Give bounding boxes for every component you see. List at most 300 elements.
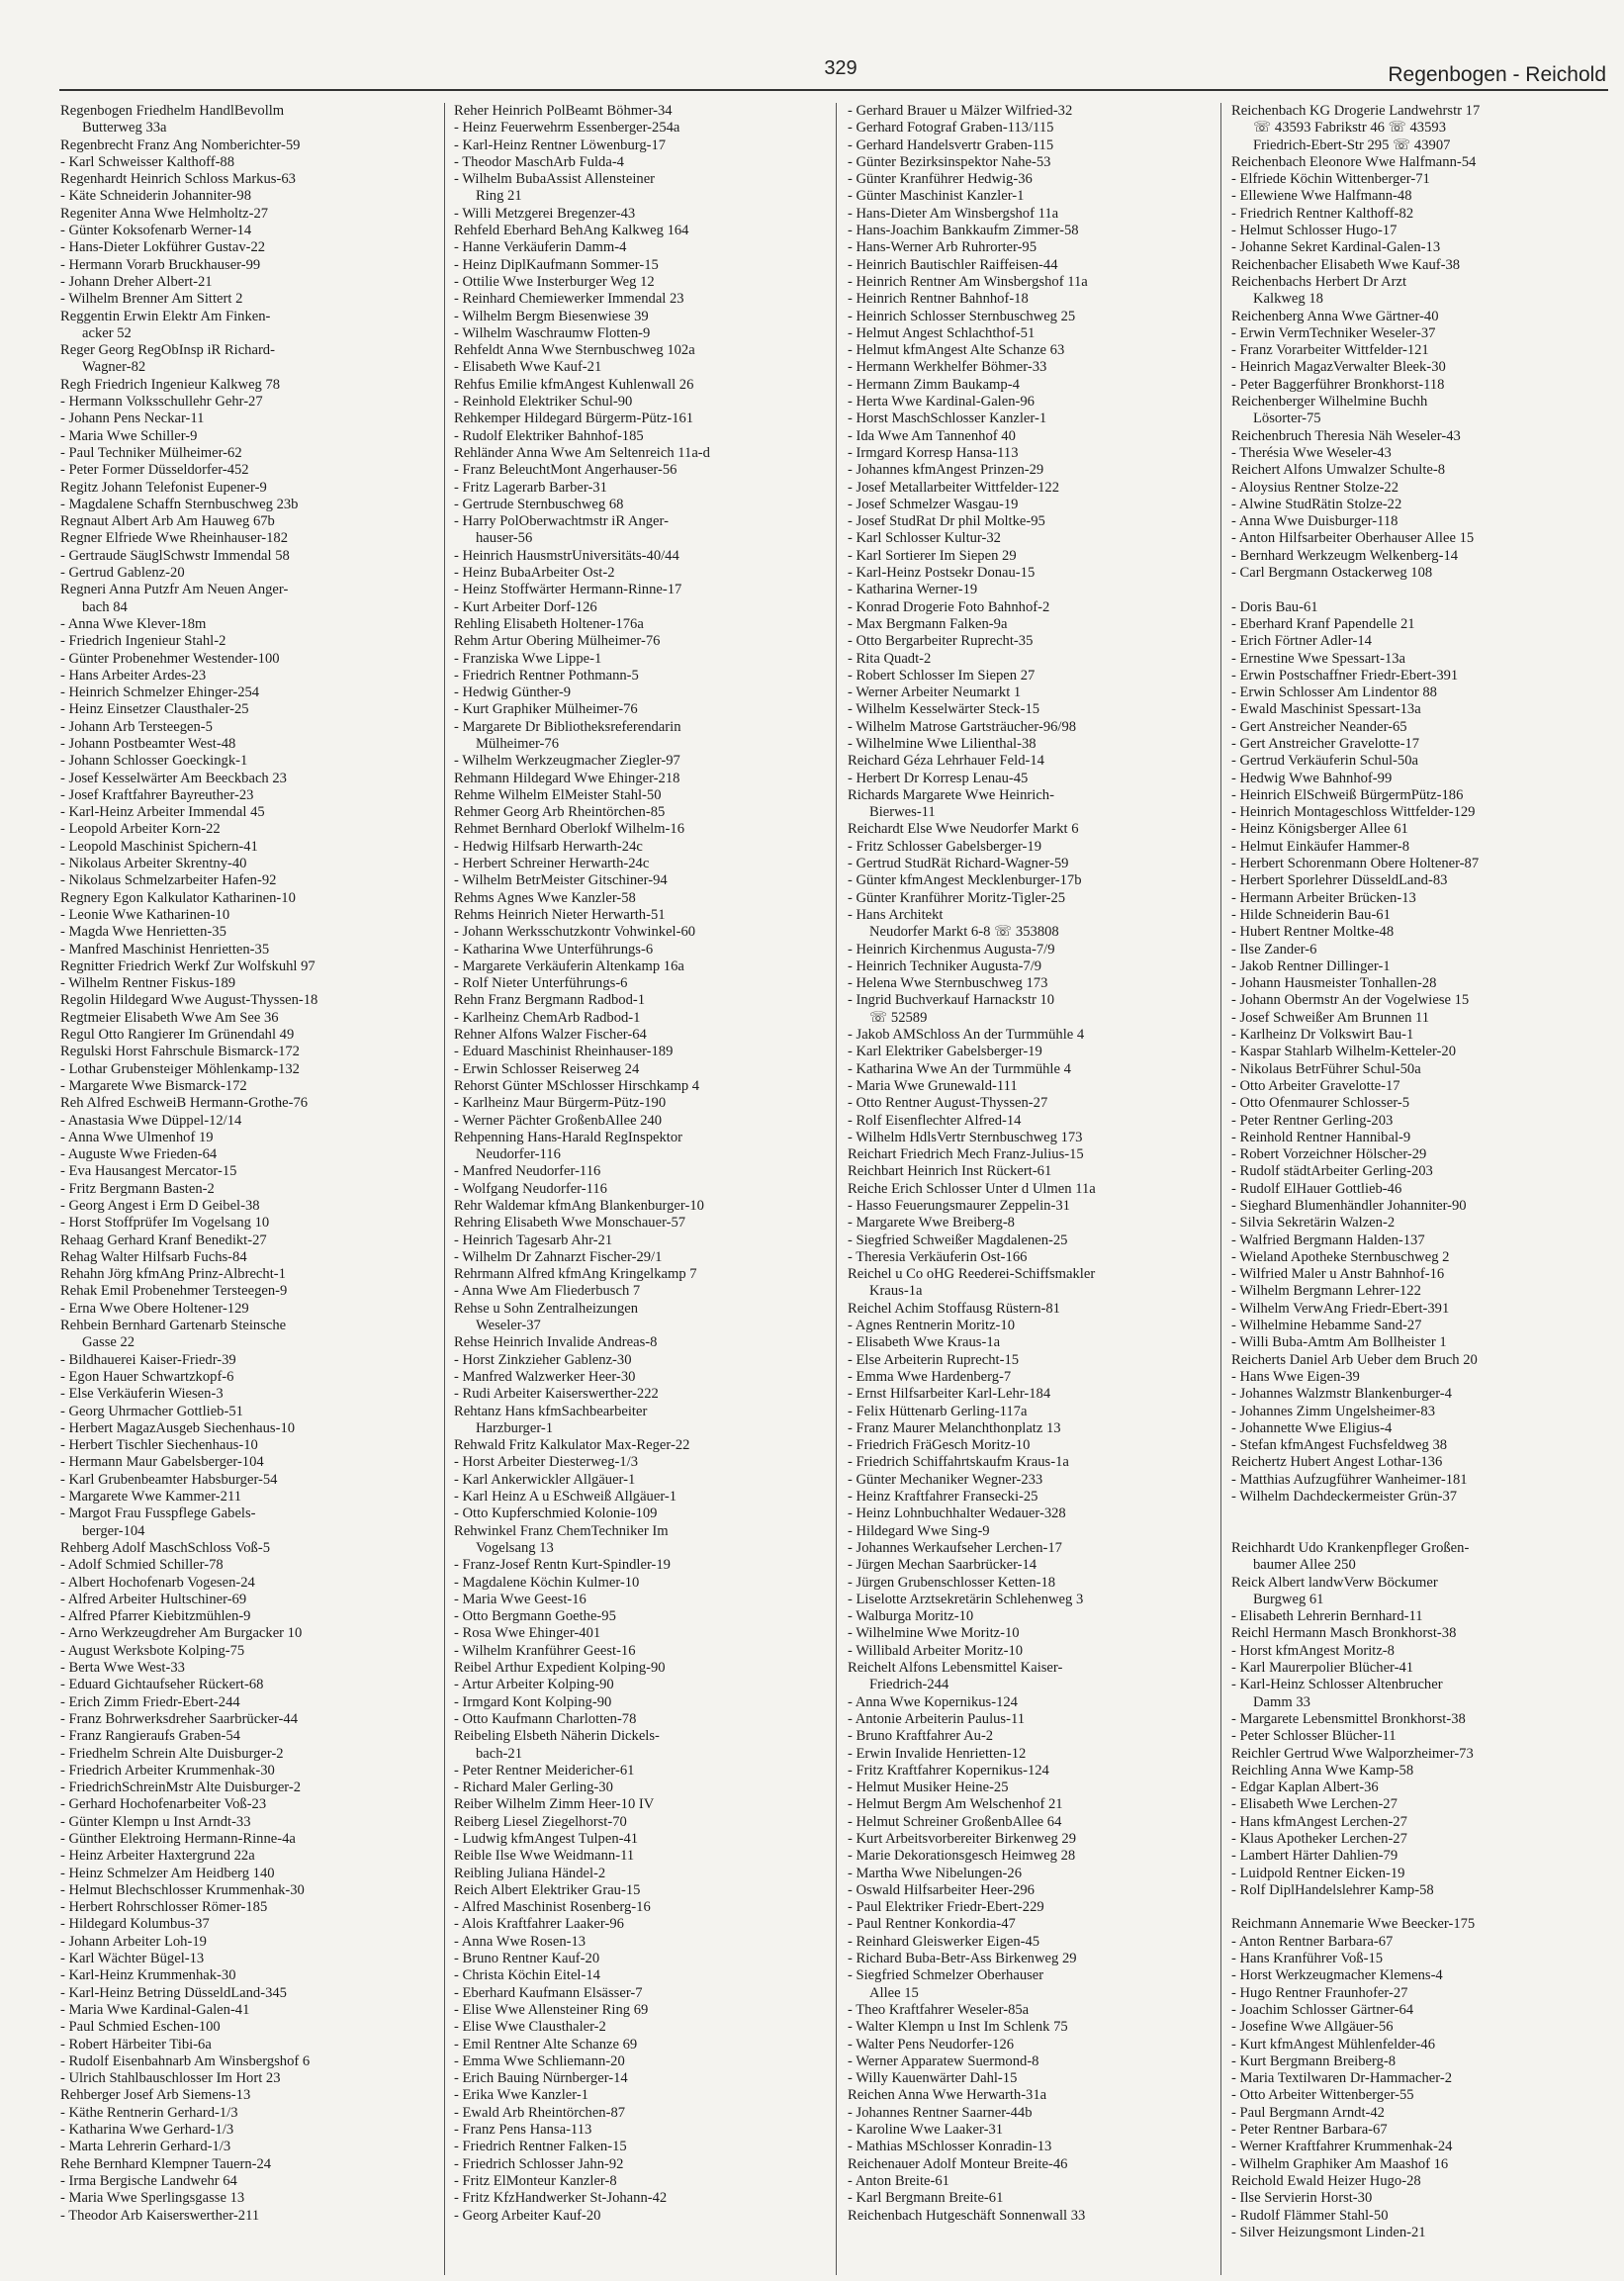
directory-entry: - Katharina Wwe Unterführungs-6: [454, 941, 654, 958]
directory-entry: - Silver Heizungsmont Linden-21: [1231, 2224, 1426, 2240]
directory-entry: Rehberg Adolf MaschSchloss Voß-5: [60, 1539, 271, 1556]
directory-entry: - Hildegard Wwe Sing-9: [848, 1522, 990, 1539]
directory-entry: - Eva Hausangest Mercator-15: [60, 1163, 237, 1180]
directory-entry: - Joachim Schlosser Gärtner-64: [1231, 2001, 1414, 2018]
directory-entry: Reichbart Heinrich Inst Rückert-61: [848, 1163, 1052, 1180]
directory-entry: - Irma Bergische Landwehr 64: [60, 2172, 237, 2189]
directory-entry: - Reinhold Rentner Hannibal-9: [1231, 1129, 1411, 1145]
directory-entry: - Karl Bergmann Breite-61: [848, 2190, 1004, 2207]
directory-entry: - Johann Arb Tersteegen-5: [60, 718, 213, 735]
directory-entry: - Heinz Lohnbuchhalter Wedauer-328: [848, 1505, 1066, 1522]
directory-entry: - Günter Klempn u Inst Arndt-33: [60, 1813, 251, 1830]
directory-entry: - Eberhard Kaufmann Elsässer-7: [454, 1984, 643, 2001]
directory-entry: - Hugo Rentner Fraunhofer-27: [1231, 1984, 1408, 2001]
directory-entry: - Manfred Maschinist Henrietten-35: [60, 941, 270, 958]
directory-entry: - Hans Kranführer Voß-15: [1231, 1951, 1384, 1967]
directory-entry: Rehpenning Hans-Harald RegInspektor: [454, 1129, 683, 1145]
directory-entry: - Maria Wwe Schiller-9: [60, 427, 198, 444]
directory-entry: - Margarete Verkäuferin Altenkamp 16a: [454, 958, 684, 974]
directory-entry: - Josef Schmelzer Wasgau-19: [848, 496, 1019, 512]
directory-entry: - Liselotte Arztsekretärin Schlehenweg 3: [848, 1591, 1084, 1607]
directory-entry: - Heinrich Montageschloss Wittfelder-129: [1231, 804, 1476, 821]
directory-entry: - Doris Bau-61: [1231, 598, 1318, 615]
directory-entry: - Otto Bergarbeiter Ruprecht-35: [848, 633, 1034, 650]
directory-entry: - Alfred Pfarrer Kiebitzmühlen-9: [60, 1608, 251, 1625]
directory-entry: - Helmut Blechschlosser Krummenhak-30: [60, 1881, 305, 1898]
directory-entry: Reiber Wilhelm Zimm Heer-10 IV: [454, 1796, 655, 1813]
directory-entry: Regenhardt Heinrich Schloss Markus-63: [60, 171, 296, 188]
directory-entry: - Leopold Maschinist Spichern-41: [60, 838, 258, 855]
directory-entry: - Alfred Arbeiter Hultschiner-69: [60, 1591, 247, 1607]
directory-entry: - Karlheinz Dr Volkswirt Bau-1: [1231, 1027, 1414, 1044]
directory-entry: - Willy Kauenwärter Dahl-15: [848, 2070, 1018, 2087]
directory-entry: - Hans-Dieter Am Winsbergshof 11a: [848, 205, 1059, 222]
directory-entry: - Margarete Wwe Kammer-211: [60, 1489, 241, 1505]
directory-entry: - Maria Wwe Geest-16: [454, 1591, 586, 1607]
directory-entry: Rehwald Fritz Kalkulator Max-Reger-22: [454, 1437, 690, 1454]
directory-entry: Reichenbruch Theresia Näh Weseler-43: [1231, 427, 1461, 444]
directory-entry: - Horst Arbeiter Diesterweg-1/3: [454, 1454, 639, 1471]
directory-entry: Rehkemper Hildegard Bürgerm-Pütz-161: [454, 411, 694, 427]
directory-entry: - Wilhelm Kesselwärter Steck-15: [848, 701, 1040, 718]
directory-entry: Reichenbach Hutgeschäft Sonnenwall 33: [848, 2207, 1086, 2224]
directory-entry: - Wilhelm Matrose Gartsträucher-96/98: [848, 718, 1077, 735]
column-divider: [444, 103, 445, 2275]
directory-entry: - Karl-Heinz Schlosser Altenbrucher: [1231, 1677, 1443, 1693]
directory-entry: - Erwin Postschaffner Friedr-Ebert-391: [1231, 667, 1459, 684]
directory-entry: - Herbert Schreiner Herwarth-24c: [454, 856, 650, 872]
directory-entry: Rehms Heinrich Nieter Herwarth-51: [454, 906, 666, 923]
directory-entry: - Johannes Werkaufseher Lerchen-17: [848, 1539, 1062, 1556]
directory-entry: - Karl-Heinz Postsekr Donau-15: [848, 565, 1036, 582]
directory-entry: - Ida Wwe Am Tannenhof 40: [848, 427, 1016, 444]
directory-entry: Rehaag Gerhard Kranf Benedikt-27: [60, 1232, 267, 1248]
directory-entry: Rehmer Georg Arb Rheintörchen-85: [454, 804, 666, 821]
directory-entry: - Irmgard Kont Kolping-90: [454, 1693, 612, 1710]
directory-entry: Reichard Géza Lehrhauer Feld-14: [848, 753, 1044, 770]
directory-entry: Rehberger Josef Arb Siemens-13: [60, 2087, 251, 2104]
directory-entry: - Arno Werkzeugdreher Am Burgacker 10: [60, 1625, 303, 1642]
directory-entry: - Wilhelm BubaAssist Allensteiner: [454, 171, 656, 188]
directory-entry: - Friedrich Rentner Kalthoff-82: [1231, 205, 1414, 222]
directory-entry: - Heinz Schmelzer Am Heidberg 140: [60, 1865, 275, 1881]
directory-entry: - Leopold Arbeiter Korn-22: [60, 821, 221, 838]
directory-entry: - Reinhard Chemiewerker Immendal 23: [454, 291, 684, 308]
directory-entry: - Eberhard Kranf Papendelle 21: [1231, 615, 1415, 632]
directory-entry: - Walburga Moritz-10: [848, 1608, 974, 1625]
directory-entry: - Otto Bergmann Goethe-95: [454, 1608, 616, 1625]
directory-entry: Regnery Egon Kalkulator Katharinen-10: [60, 889, 296, 906]
directory-column-2: [454, 103, 828, 2225]
directory-entry: - Gertrud Verkäuferin Schul-50a: [1231, 753, 1418, 770]
directory-entry: - Erwin VermTechniker Weseler-37: [1231, 324, 1436, 341]
directory-entry: baumer Allee 250: [1253, 1557, 1356, 1574]
directory-entry: - Friedrich Rentner Falken-15: [454, 2139, 627, 2155]
directory-entry: - Hans-Dieter Lokführer Gustav-22: [60, 239, 266, 256]
directory-entry: - Paul Schmied Eschen-100: [60, 2019, 221, 2036]
directory-entry: - Paul Rentner Konkordia-47: [848, 1916, 1016, 1933]
directory-entry: - Helena Wwe Sternbuschweg 173: [848, 975, 1048, 992]
directory-entry: - Johann Schlosser Goeckingk-1: [60, 753, 248, 770]
directory-entry: [1231, 582, 1607, 598]
directory-entry: - Franz Pens Hansa-113: [454, 2122, 592, 2139]
directory-entry: - Johann Arbeiter Loh-19: [60, 1933, 207, 1950]
directory-entry: Reiche Erich Schlosser Unter d Ulmen 11a: [848, 1180, 1096, 1197]
directory-entry: - Peter Baggerführer Bronkhorst-118: [1231, 376, 1445, 393]
directory-entry: Rehse u Sohn Zentralheizungen: [454, 1300, 639, 1317]
directory-entry: - Kurt kfmAngest Mühlenfelder-46: [1231, 2036, 1435, 2053]
directory-entry: - Martha Wwe Nibelungen-26: [848, 1865, 1023, 1881]
directory-entry: - Gert Anstreicher Neander-65: [1231, 718, 1407, 735]
directory-entry: Butterweg 33a: [82, 120, 167, 137]
directory-entry: - Peter Former Düsseldorfer-452: [60, 462, 249, 479]
directory-column-4: [1231, 103, 1607, 2241]
directory-entry: - Heinrich MagazVerwalter Bleek-30: [1231, 359, 1446, 376]
directory-entry: Rehling Elisabeth Holtener-176a: [454, 615, 644, 632]
directory-entry: - Anna Wwe Ulmenhof 19: [60, 1129, 214, 1145]
directory-entry: - Heinz DiplKaufmann Sommer-15: [454, 256, 659, 273]
directory-entry: - Sieghard Blumenhändler Johanniter-90: [1231, 1198, 1467, 1214]
directory-entry: - Wilhelm Dachdeckermeister Grün-37: [1231, 1489, 1458, 1505]
column-divider: [1220, 103, 1221, 2275]
directory-entry: Rehfeldt Anna Wwe Sternbuschweg 102a: [454, 342, 695, 359]
directory-entry: - Berta Wwe West-33: [60, 1660, 185, 1677]
directory-entry: - Marie Dekorationsgesch Heimweg 28: [848, 1848, 1076, 1865]
directory-entry: Regner Elfriede Wwe Rheinhauser-182: [60, 530, 289, 547]
directory-entry: - Günter Probenehmer Westender-100: [60, 650, 280, 667]
directory-entry: Neudorfer Markt 6-8 ☏ 353808: [869, 924, 1059, 941]
directory-entry: - Emma Wwe Hardenberg-7: [848, 1368, 1012, 1385]
directory-entry: - Peter Rentner Barbara-67: [1231, 2122, 1388, 2139]
directory-entry: Reggentin Erwin Elektr Am Finken-: [60, 308, 271, 324]
directory-entry: - Artur Arbeiter Kolping-90: [454, 1677, 614, 1693]
directory-entry: - Heinrich Schlosser Sternbuschweg 25: [848, 308, 1076, 324]
directory-entry: - Erich Förtner Adler-14: [1231, 633, 1372, 650]
directory-entry: bach-21: [476, 1745, 523, 1762]
directory-entry: - Gert Anstreicher Gravelotte-17: [1231, 735, 1420, 752]
directory-entry: - Käte Schneiderin Johanniter-98: [60, 188, 252, 205]
directory-column-1: [60, 103, 434, 2225]
directory-entry: - Emil Rentner Alte Schanze 69: [454, 2036, 638, 2053]
directory-entry: - Johannette Wwe Eligius-4: [1231, 1419, 1393, 1436]
directory-entry: - Margarete Wwe Breiberg-8: [848, 1215, 1015, 1232]
directory-entry: Reichhardt Udo Krankenpfleger Großen-: [1231, 1539, 1470, 1556]
directory-entry: - Willi Metzgerei Bregenzer-43: [454, 205, 636, 222]
directory-entry: - Hans Arbeiter Ardes-23: [60, 667, 207, 684]
directory-entry: - Hermann Vorarb Bruckhauser-99: [60, 256, 261, 273]
directory-entry: - Erwin Schlosser Reiserweg 24: [454, 1060, 640, 1077]
directory-entry: - Werner Arbeiter Neumarkt 1: [848, 684, 1022, 701]
directory-entry: - Hans Architekt: [848, 906, 944, 923]
directory-entry: Reichelt Alfons Lebensmittel Kaiser-: [848, 1660, 1063, 1677]
directory-entry: Ring 21: [476, 188, 522, 205]
directory-entry: Reibel Arthur Expedient Kolping-90: [454, 1660, 666, 1677]
directory-entry: - Gerhard Handelsvertr Graben-115: [848, 137, 1054, 153]
directory-entry: - Fritz KfzHandwerker St-Johann-42: [454, 2190, 668, 2207]
directory-entry: Rehme Wilhelm ElMeister Stahl-50: [454, 786, 662, 803]
directory-entry: - Werner Pächter GroßenbAllee 240: [454, 1112, 663, 1129]
directory-entry: - Wilhelm Dr Zahnarzt Fischer-29/1: [454, 1248, 663, 1265]
directory-entry: Rehm Artur Obering Mülheimer-76: [454, 633, 661, 650]
directory-entry: - Elisabeth Wwe Kraus-1a: [848, 1334, 1001, 1351]
directory-entry: - Karl Elektriker Gabelsberger-19: [848, 1044, 1042, 1060]
directory-entry: - Bruno Kraftfahrer Au-2: [848, 1728, 994, 1745]
directory-entry: Rehe Bernhard Klempner Tauern-24: [60, 2155, 272, 2172]
directory-entry: Kalkweg 18: [1253, 291, 1323, 308]
directory-entry: Reh Alfred EschweiB Hermann-Grothe-76: [60, 1095, 309, 1112]
directory-entry: - Wilhelm Rentner Fiskus-189: [60, 975, 236, 992]
directory-entry: Regul Otto Rangierer Im Grünendahl 49: [60, 1027, 295, 1044]
directory-entry: - Hildegard Kolumbus-37: [60, 1916, 210, 1933]
directory-entry: Regenbogen Friedhelm HandlBevollm: [60, 103, 285, 119]
directory-entry: - Herta Wwe Kardinal-Galen-96: [848, 394, 1035, 411]
directory-entry: berger-104: [82, 1522, 145, 1539]
directory-entry: - Erwin Invalide Henrietten-12: [848, 1745, 1027, 1762]
directory-entry: Rehländer Anna Wwe Am Seltenreich 11a-d: [454, 444, 710, 461]
directory-entry: - Wolfgang Neudorfer-116: [454, 1180, 607, 1197]
directory-entry: - Wilhelm HdlsVertr Sternbuschweg 173: [848, 1129, 1083, 1145]
directory-entry: - Ellewiene Wwe Halfmann-48: [1231, 188, 1412, 205]
directory-entry: - Georg Uhrmacher Gottlieb-51: [60, 1403, 243, 1419]
directory-entry: Reichel u Co oHG Reederei-Schiffsmakler: [848, 1266, 1096, 1283]
directory-entry: - Hans-Joachim Bankkaufm Zimmer-58: [848, 223, 1079, 239]
directory-entry: - Friedrich Rentner Pothmann-5: [454, 667, 639, 684]
directory-entry: [1231, 1523, 1607, 1540]
directory-entry: - Helmut kfmAngest Alte Schanze 63: [848, 342, 1065, 359]
directory-entry: Reichling Anna Wwe Kamp-58: [1231, 1762, 1414, 1779]
directory-entry: - Adolf Schmied Schiller-78: [60, 1557, 224, 1574]
directory-entry: - Johann Obermstr An der Vogelwiese 15: [1231, 992, 1470, 1009]
directory-entry: - Nikolaus BetrFührer Schul-50a: [1231, 1060, 1421, 1077]
directory-entry: - Klaus Apotheker Lerchen-27: [1231, 1830, 1407, 1847]
directory-entry: - Hans-Werner Arb Ruhrorter-95: [848, 239, 1038, 256]
directory-entry: - Wilhelm Brenner Am Sittert 2: [60, 291, 243, 308]
directory-entry: - Friedrich Ingenieur Stahl-2: [60, 633, 226, 650]
directory-entry: - Erika Wwe Kanzler-1: [454, 2087, 588, 2104]
directory-entry: - Rudolf städtArbeiter Gerling-203: [1231, 1163, 1433, 1180]
directory-entry: - Rolf Eisenflechter Alfred-14: [848, 1112, 1022, 1129]
column-divider: [836, 103, 837, 2275]
directory-entry: Reichmann Annemarie Wwe Beecker-175: [1231, 1916, 1476, 1933]
directory-entry: - Stefan kfmAngest Fuchsfeldweg 38: [1231, 1437, 1448, 1454]
directory-entry: - Gertrud StudRät Richard-Wagner-59: [848, 856, 1069, 872]
directory-entry: - Peter Rentner Meidericher-61: [454, 1762, 635, 1779]
directory-entry: Lösorter-75: [1253, 411, 1321, 427]
directory-entry: ☏ 52589: [869, 1009, 928, 1026]
directory-entry: Allee 15: [869, 1984, 919, 2001]
directory-entry: - Johanne Sekret Kardinal-Galen-13: [1231, 239, 1441, 256]
directory-entry: - Paul Elektriker Friedr-Ebert-229: [848, 1899, 1044, 1916]
directory-entry: - Anna Wwe Rosen-13: [454, 1933, 586, 1950]
directory-entry: - Leonie Wwe Katharinen-10: [60, 906, 230, 923]
directory-entry: - Silvia Sekretärin Walzen-2: [1231, 1215, 1396, 1232]
directory-entry: - Alfred Maschinist Rosenberg-16: [454, 1899, 651, 1916]
directory-entry: - Robert Vorzeichner Hölscher-29: [1231, 1146, 1427, 1163]
directory-entry: - Franz Maurer Melanchthonplatz 13: [848, 1419, 1061, 1436]
directory-entry: - Erna Wwe Obere Holtener-129: [60, 1300, 249, 1317]
directory-entry: - Rolf Nieter Unterführungs-6: [454, 975, 628, 992]
directory-entry: - Otto Arbeiter Gravelotte-17: [1231, 1077, 1400, 1094]
directory-entry: Rehr Waldemar kfmAng Blankenburger-10: [454, 1198, 704, 1214]
directory-entry: hauser-56: [476, 530, 533, 547]
directory-entry: - Wilhelm Kranführer Geest-16: [454, 1642, 636, 1659]
directory-entry: - Friedrich Arbeiter Krummenhak-30: [60, 1762, 275, 1779]
directory-entry: - Gertraude SäuglSchwstr Immendal 58: [60, 547, 290, 564]
directory-entry: Reger Georg RegObInsp iR Richard-: [60, 342, 275, 359]
directory-entry: - Karl Schweisser Kalthoff-88: [60, 153, 235, 170]
directory-entry: Reichart Friedrich Mech Franz-Julius-15: [848, 1146, 1084, 1163]
directory-entry: - Karl Wächter Bügel-13: [60, 1951, 205, 1967]
directory-entry: Reichold Ewald Heizer Hugo-28: [1231, 2172, 1421, 2189]
directory-entry: - Günter Koksofenarb Werner-14: [60, 223, 252, 239]
directory-entry: - Helmut Schlosser Hugo-17: [1231, 223, 1398, 239]
directory-entry: - Ludwig kfmAngest Tulpen-41: [454, 1830, 639, 1847]
directory-entry: - Irmgard Korresp Hansa-113: [848, 444, 1019, 461]
directory-entry: - Margarete Lebensmittel Bronkhorst-38: [1231, 1710, 1466, 1727]
directory-entry: - Albert Hochofenarb Vogesen-24: [60, 1574, 255, 1591]
directory-entry: - Wilhelm Graphiker Am Maashof 16: [1231, 2155, 1449, 2172]
directory-entry: - Oswald Hilfsarbeiter Heer-296: [848, 1881, 1035, 1898]
directory-entry: - Käthe Rentnerin Gerhard-1/3: [60, 2104, 238, 2121]
directory-entry: - Egon Hauer Schwartzkopf-6: [60, 1368, 234, 1385]
directory-entry: - Gertrude Sternbuschweg 68: [454, 496, 624, 512]
directory-entry: - Ulrich Stahlbauschlosser Im Hort 23: [60, 2070, 281, 2087]
directory-entry: - Heinrich Rentner Am Winsbergshof 11a: [848, 273, 1088, 290]
directory-entry: - Josef Schweißer Am Brunnen 11: [1231, 1009, 1430, 1026]
directory-entry: Kraus-1a: [869, 1283, 923, 1300]
directory-entry: - Hermann Maur Gabelsberger-104: [60, 1454, 264, 1471]
directory-entry: - Peter Schlosser Blücher-11: [1231, 1728, 1397, 1745]
directory-entry: - Franz Bohrwerksdreher Saarbrücker-44: [60, 1710, 298, 1727]
directory-entry: - Erich Bauing Nürnberger-14: [454, 2070, 628, 2087]
directory-entry: - Anastasia Wwe Düppel-12/14: [60, 1112, 242, 1129]
directory-entry: ☏ 43593 Fabrikstr 46 ☏ 43593: [1253, 120, 1446, 137]
directory-entry: Rehorst Günter MSchlosser Hirschkamp 4: [454, 1077, 700, 1094]
directory-entry: - Lothar Grubensteiger Möhlenkamp-132: [60, 1060, 300, 1077]
directory-entry: Rehwinkel Franz ChemTechniker Im: [454, 1522, 669, 1539]
directory-entry: Rehrmann Alfred kfmAng Kringelkamp 7: [454, 1266, 697, 1283]
directory-entry: - Anna Wwe Kopernikus-124: [848, 1693, 1018, 1710]
directory-entry: - Kurt Arbeitsvorbereiter Birkenweg 29: [848, 1830, 1076, 1847]
directory-entry: - Magdalene Köchin Kulmer-10: [454, 1574, 640, 1591]
directory-entry: - Paul Techniker Mülheimer-62: [60, 444, 242, 461]
directory-entry: Reichl Hermann Masch Bronkhorst-38: [1231, 1625, 1457, 1642]
directory-entry: Rehmet Bernhard Oberlokf Wilhelm-16: [454, 821, 684, 838]
directory-entry: Richards Margarete Wwe Heinrich-: [848, 786, 1054, 803]
directory-entry: Reichenauer Adolf Monteur Breite-46: [848, 2155, 1068, 2172]
directory-entry: - Elisabeth Wwe Lerchen-27: [1231, 1796, 1398, 1813]
directory-entry: - Karl Heinz A u ESchweiß Allgäuer-1: [454, 1489, 677, 1505]
directory-entry: - Hilde Schneiderin Bau-61: [1231, 906, 1391, 923]
directory-entry: - Karl Ankerwickler Allgäuer-1: [454, 1471, 636, 1488]
directory-entry: - Wilhelmine Wwe Moritz-10: [848, 1625, 1020, 1642]
directory-entry: Friedrich-Ebert-Str 295 ☏ 43907: [1253, 137, 1451, 153]
directory-entry: - Felix Hüttenarb Gerling-117a: [848, 1403, 1028, 1419]
directory-entry: - Hermann Arbeiter Brücken-13: [1231, 889, 1416, 906]
header-rule: [59, 89, 1608, 91]
directory-entry: - Horst MaschSchlosser Kanzler-1: [848, 411, 1047, 427]
directory-entry: - Mathias MSchlosser Konradin-13: [848, 2139, 1052, 2155]
directory-entry: - Gertrud Gablenz-20: [60, 565, 185, 582]
directory-entry: - Konrad Drogerie Foto Bahnhof-2: [848, 598, 1050, 615]
directory-entry: - Horst Zinkzieher Gablenz-30: [454, 1351, 632, 1368]
directory-entry: - Bruno Rentner Kauf-20: [454, 1951, 600, 1967]
directory-entry: - Heinz Kraftfahrer Fransecki-25: [848, 1489, 1038, 1505]
directory-entry: - Günter kfmAngest Mecklenburger-17b: [848, 872, 1082, 889]
directory-entry: - Ingrid Buchverkauf Harnackstr 10: [848, 992, 1055, 1009]
directory-entry: - Maria Wwe Kardinal-Galen-41: [60, 2001, 250, 2018]
directory-entry: - Heinrich HausmstrUniversitäts-40/44: [454, 547, 679, 564]
directory-entry: Regolin Hildegard Wwe August-Thyssen-18: [60, 992, 318, 1009]
directory-entry: Weseler-37: [476, 1318, 541, 1334]
directory-entry: Reichler Gertrud Wwe Walporzheimer-73: [1231, 1745, 1474, 1762]
directory-entry: - Johann Postbeamter West-48: [60, 735, 236, 752]
directory-entry: - Nikolaus Arbeiter Skrentny-40: [60, 856, 247, 872]
directory-entry: - Friedrich Schlosser Jahn-92: [454, 2155, 624, 2172]
directory-entry: - Franz Rangieraufs Graben-54: [60, 1728, 240, 1745]
directory-column-3: [848, 103, 1221, 2225]
directory-entry: - Theresia Verkäuferin Ost-166: [848, 1248, 1028, 1265]
directory-entry: Gasse 22: [82, 1334, 135, 1351]
directory-entry: - Jürgen Mechan Saarbrücker-14: [848, 1557, 1038, 1574]
directory-entry: - Hedwig Wwe Bahnhof-99: [1231, 770, 1393, 786]
directory-entry: Reher Heinrich PolBeamt Böhmer-34: [454, 103, 673, 119]
directory-entry: Rehbein Bernhard Gartenarb Steinsche: [60, 1318, 287, 1334]
directory-entry: - Peter Rentner Gerling-203: [1231, 1112, 1394, 1129]
directory-entry: [1231, 1899, 1607, 1916]
directory-entry: - Paul Bergmann Arndt-42: [1231, 2104, 1385, 2121]
directory-entry: Reiberg Liesel Ziegelhorst-70: [454, 1813, 627, 1830]
directory-entry: - Karl Schlosser Kultur-32: [848, 530, 1001, 547]
directory-entry: - Wilhelm VerwAng Friedr-Ebert-391: [1231, 1300, 1450, 1317]
directory-entry: Reichen Anna Wwe Herwarth-31a: [848, 2087, 1047, 2104]
directory-entry: - Ottilie Wwe Insterburger Weg 12: [454, 273, 655, 290]
directory-entry: - Margarete Dr Bibliotheksreferendarin: [454, 718, 681, 735]
directory-entry: - Manfred Neudorfer-116: [454, 1163, 601, 1180]
directory-entry: - Reinhold Elektriker Schul-90: [454, 394, 633, 411]
directory-entry: - Else Arbeiterin Ruprecht-15: [848, 1351, 1020, 1368]
directory-entry: - Jakob AMSchloss An der Turmmühle 4: [848, 1027, 1085, 1044]
directory-entry: Regneri Anna Putzfr Am Neuen Anger-: [60, 582, 289, 598]
directory-entry: - Hanne Verkäuferin Damm-4: [454, 239, 627, 256]
directory-entry: - Jakob Rentner Dillinger-1: [1231, 958, 1391, 974]
directory-entry: - Theodor Arb Kaiserswerther-211: [60, 2207, 260, 2224]
directory-entry: - Johann Pens Neckar-11: [60, 411, 205, 427]
directory-entry: Reichert Alfons Umwalzer Schulte-8: [1231, 462, 1446, 479]
directory-entry: - Johannes Rentner Saarner-44b: [848, 2104, 1033, 2121]
directory-entry: - Günter Bezirksinspektor Nahe-53: [848, 153, 1051, 170]
directory-entry: - Elise Wwe Clausthaler-2: [454, 2019, 606, 2036]
directory-entry: - Josef Metallarbeiter Wittfelder-122: [848, 479, 1060, 496]
directory-entry: - Johann Dreher Albert-21: [60, 273, 213, 290]
directory-entry: - Wilhelmine Hebamme Sand-27: [1231, 1318, 1422, 1334]
directory-entry: - Wilhelm Waschraumw Flotten-9: [454, 324, 651, 341]
directory-entry: - Carl Bergmann Ostackerweg 108: [1231, 565, 1433, 582]
directory-entry: - Friedrich Schiffahrtskaufm Kraus-1a: [848, 1454, 1069, 1471]
directory-entry: Rehahn Jörg kfmAng Prinz-Albrecht-1: [60, 1266, 286, 1283]
directory-entry: Reich Albert Elektriker Grau-15: [454, 1881, 641, 1898]
directory-entry: - Herbert Schorenmann Obere Holtener-87: [1231, 856, 1480, 872]
directory-entry: - Günter Kranführer Hedwig-36: [848, 171, 1033, 188]
directory-entry: - Magdalene Schaffn Sternbuschweg 23b: [60, 496, 299, 512]
directory-entry: - Alwine StudRätin Stolze-22: [1231, 496, 1402, 512]
directory-entry: - Heinz Einsetzer Clausthaler-25: [60, 701, 249, 718]
directory-entry: - Theodor MaschArb Fulda-4: [454, 153, 624, 170]
directory-entry: - Fritz Bergmann Basten-2: [60, 1180, 215, 1197]
directory-entry: - Anton Rentner Barbara-67: [1231, 1933, 1394, 1950]
directory-entry: - Theo Kraftfahrer Weseler-85a: [848, 2001, 1030, 2018]
directory-entry: - Antonie Arbeiterin Paulus-11: [848, 1710, 1026, 1727]
